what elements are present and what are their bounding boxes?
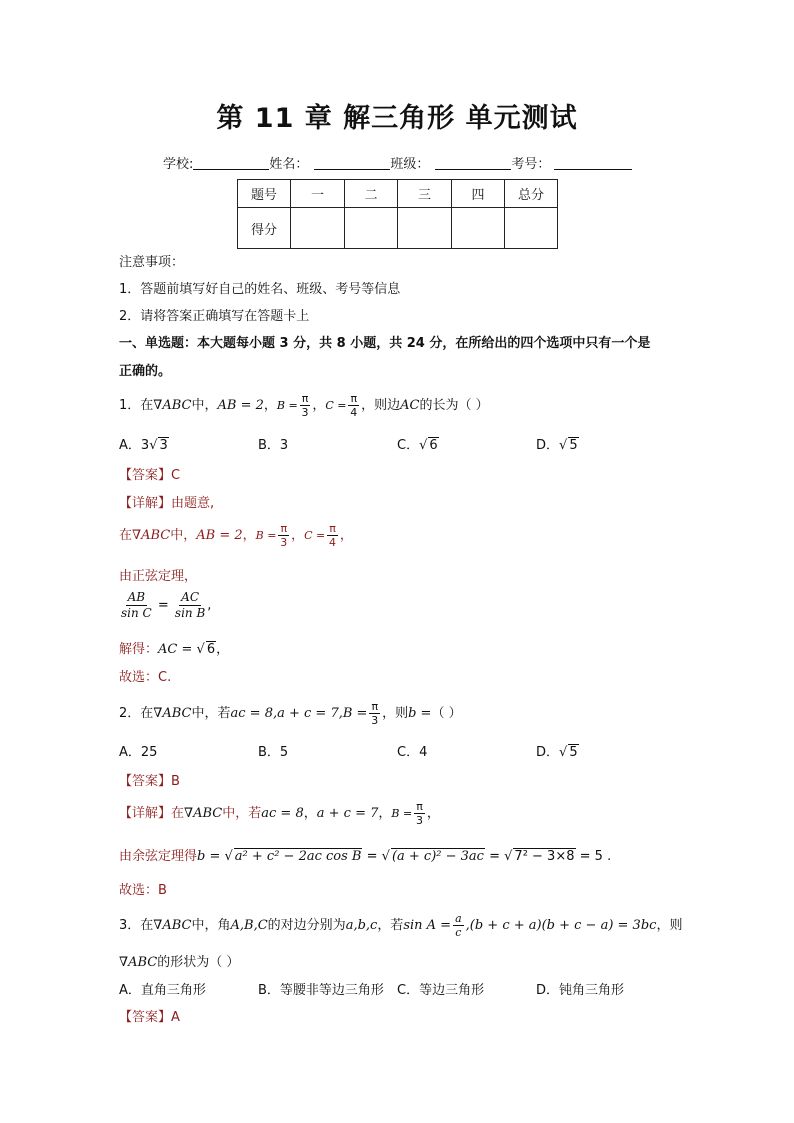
q2-detail: 【详解】在∇ABC中，若ac = 8，a + c = 7，B = $\frac{\pi}{3}$ ， (119, 800, 440, 827)
score-cell[interactable] (398, 208, 452, 249)
score-cell[interactable] (505, 208, 558, 249)
q2-option-b[interactable]: B．5 (258, 745, 289, 760)
q1-option-d[interactable]: D．√ 5 (536, 438, 578, 453)
q1-choose: 故选：C. (119, 670, 172, 685)
q2-cosine-law: 由余弦定理得b = √ a² + c² − 2ac cos B = √ (a + c)² − 3ac = √ 7² − 3×8 = 5 . (119, 849, 612, 864)
q2-option-d[interactable]: D．√ 5 (536, 745, 578, 760)
q3-option-b[interactable]: B．等腰非等边三角形 (258, 983, 384, 998)
q1-answer: 【答案】C (119, 468, 181, 483)
score-row-label: 得分 (238, 208, 291, 249)
q1-solve: 解得：AC = √ 6， (119, 642, 230, 657)
q3-option-d[interactable]: D．钝角三角形 (536, 983, 625, 998)
q1-detail: 【详解】由题意, (119, 496, 215, 511)
q2-choose: 故选：B (119, 883, 167, 898)
q1-option-a[interactable]: A．3√ 3 (119, 438, 168, 453)
score-header: 四 (452, 180, 505, 208)
score-header: 二 (345, 180, 398, 208)
q2-answer: 【答案】B (119, 774, 180, 789)
question-1: 1．在∇ABC中，AB = 2，B = $\frac{\pi}{3}$ ，C = $\frac{\pi}{4}$ ，则边AC的长为（ ） (119, 392, 489, 419)
q1-option-b[interactable]: B．3 (258, 438, 289, 453)
class-label: 班级： (390, 157, 430, 172)
score-header: 一 (291, 180, 345, 208)
school-label: 学校: (163, 157, 194, 172)
note-item: 1．答题前填写好自己的姓名、班级、考号等信息 (119, 282, 401, 297)
q1-detail-line: 在∇ABC中，AB = 2，B = $\frac{\pi}{3}$ ，C = $\frac{\pi}{4}$ ， (119, 522, 353, 549)
page-title: 第 11 章 解三角形 单元测试 (216, 103, 578, 134)
q3-option-c[interactable]: C．等边三角形 (397, 983, 485, 998)
q1-option-c[interactable]: C．√ 6 (397, 438, 438, 453)
score-header: 三 (398, 180, 452, 208)
exam-no-label: 考号： (511, 157, 551, 172)
score-table (237, 179, 558, 249)
score-header: 题号 (238, 180, 291, 208)
question-3-cont: ∇ABC的形状为（ ） (119, 955, 240, 970)
question-2: 2．在∇ABC中，若ac = 8,a + c = 7,B = $\frac{\pi}{3}$ ，则b =（ ） (119, 700, 462, 727)
q1-sine-law: 由正弦定理， (119, 569, 198, 584)
notes-heading: 注意事项： (119, 255, 185, 270)
q2-option-a[interactable]: A．25 (119, 745, 158, 760)
score-cell[interactable] (291, 208, 345, 249)
score-header: 总分 (505, 180, 558, 208)
score-cell[interactable] (345, 208, 398, 249)
section-heading: 一、单选题：本大题每小题 3 分，共 8 小题，共 24 分，在所给出的四个选项中只有一个是 (119, 336, 651, 351)
name-blank[interactable] (314, 155, 390, 170)
name-label: 姓名： (269, 157, 309, 172)
student-info-line (163, 153, 632, 172)
q3-answer: 【答案】A (119, 1010, 180, 1025)
note-item: 2．请将答案正确填写在答题卡上 (119, 309, 310, 324)
section-heading-cont: 正确的。 (119, 364, 172, 379)
exam-no-blank[interactable] (554, 155, 632, 170)
q3-option-a[interactable]: A．直角三角形 (119, 983, 206, 998)
class-blank[interactable] (435, 155, 511, 170)
score-cell[interactable] (452, 208, 505, 249)
school-blank[interactable] (193, 155, 269, 170)
q2-option-c[interactable]: C．4 (397, 745, 428, 760)
question-3: 3．在∇ABC中，角A,B,C的对边分别为a,b,c，若sin A = $\frac{a}{c}$ ,(b + c + a)(b + c − a) = 3bc，则 (119, 912, 683, 939)
q1-sine-formula: $\frac{AB}{\text{sin C}}$ = $\frac{AC}{\text{sin B}}$ , (121, 590, 212, 620)
